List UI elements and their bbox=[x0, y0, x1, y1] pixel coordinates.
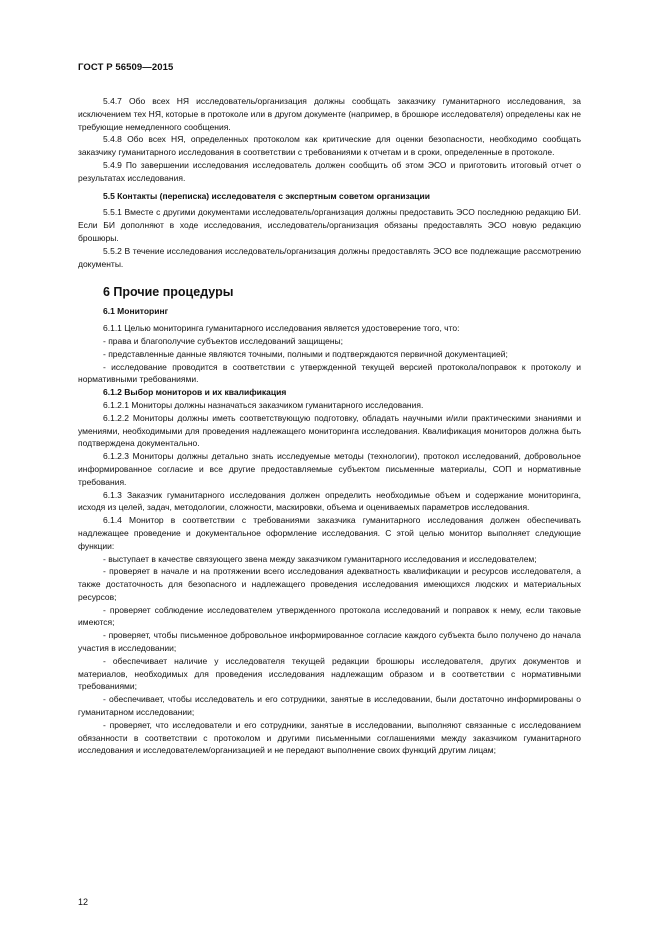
document-header: ГОСТ Р 56509—2015 bbox=[78, 62, 174, 73]
page-number: 12 bbox=[78, 897, 89, 907]
paragraph: 5.5.1 Вместе с другими документами исследователь/организация должны предоставить ЭСО последнюю редакцию БИ. Если БИ дополняют в ходе исследования, исследователь/организация обязаны предоставлять ЭСО новую редакцию брошюры. bbox=[78, 207, 581, 243]
paragraph: - проверяет, чтобы письменное добровольное информированное согласие каждого субъекта было получено до начала участия в исследовании; bbox=[78, 630, 581, 654]
paragraph: 6.1.2.3 Мониторы должны детально знать исследуемые методы (технологии), протокол исследований, добровольное информированное согласие и все другие предоставляемые субъектом письменные материалы, СОП и нормативные требования. bbox=[78, 451, 581, 487]
paragraph: - проверяет соблюдение исследователем утвержденного протокола исследований и поправок к нему, если таковые имеются; bbox=[78, 604, 581, 628]
subsection-heading: 6.1 Мониторинг bbox=[103, 306, 169, 317]
paragraph: - обеспечивает наличие у исследователя текущей редакции брошюры исследователя, других документов и материалов, необходимых для проведения исследования надлежащим образом и в соответствии с нормативными требованиями; bbox=[78, 655, 581, 692]
subsection-heading: 6.1.2 Выбор мониторов и их квалификация bbox=[103, 387, 287, 398]
paragraph: 5.5.2 В течение исследования исследователь/организация должны предоставлять ЭСО все подлежащие рассмотрению документы. bbox=[78, 245, 581, 269]
paragraph: 6.1.3 Заказчик гуманитарного исследования должен определить необходимые объем и содержание мониторинга, исходя из целей, задач, методологии, сложности, маскировки, объема и оцениваемых параметров исследования. bbox=[78, 489, 581, 513]
paragraph: 6.1.2.2 Мониторы должны иметь соответствующую подготовку, обладать научными и/или практическими знаниями и умениями, необходимыми для проведения надлежащего мониторинга исследования. Квалификация мониторов должна быть подтверждена документально. bbox=[78, 412, 581, 449]
paragraph: 6.1.2.1 Мониторы должны назначаться заказчиком гуманитарного исследования. bbox=[103, 399, 424, 410]
paragraph: 6.1.1 Целью мониторинга гуманитарного исследования является удостоверение того, что: bbox=[103, 323, 460, 334]
paragraph: 5.4.7 Обо всех НЯ исследователь/организация должны сообщать заказчику гуманитарного исследования, за исключением тех НЯ, которые в протоколе или в другом документе (например, в брошюре исследователя) определены как не требующие немедленного сообщения. bbox=[78, 96, 581, 132]
paragraph: - проверяет в начале и на протяжении всего исследования адекватность квалификации и ресурсов исследователя, а также достаточность для безопасного и надлежащего проведения исследования имеющихся людских и материальных ресурсов; bbox=[78, 566, 581, 602]
paragraph: 5.4.9 По завершении исследования исследователь должен сообщить об этом ЭСО и приготовить итоговый отчет о результатах исследования. bbox=[78, 159, 581, 183]
document-body bbox=[78, 95, 581, 757]
paragraph: - права и благополучие субъектов исследований защищены; bbox=[103, 335, 344, 346]
section-heading: 6 Прочие процедуры bbox=[103, 285, 234, 300]
paragraph: - обеспечивает, чтобы исследователь и его сотрудники, занятые в исследовании, были достаточно информированы о гуманитарном исследовании; bbox=[78, 694, 581, 718]
paragraph: 5.4.8 Обо всех НЯ, определенных протоколом как критические для оценки безопасности, необходимо сообщать заказчику гуманитарного исследования в соответствии с требованиями к отчетам и в сроки, определенные в протоколе. bbox=[78, 134, 581, 158]
paragraph: 6.1.4 Монитор в соответствии с требованиями заказчика гуманитарного исследования должен обеспечивать надлежащее проведение и документальное оформление исследования. С этой целью монитор выполняет следующие функции: bbox=[78, 515, 581, 551]
subsection-heading: 5.5 Контакты (переписка) исследователя с экспертным советом организации bbox=[103, 190, 430, 201]
paragraph: - выступает в качестве связующего звена между заказчиком гуманитарного исследования и исследователем; bbox=[103, 553, 537, 564]
paragraph: - исследование проводится в соответствии с утвержденной текущей версией протокола/поправок к протоколу и нормативными требованиями. bbox=[78, 361, 581, 385]
paragraph: - представленные данные являются точными, полными и подтверждаются первичной документацией; bbox=[103, 348, 508, 359]
paragraph: - проверяет, что исследователи и его сотрудники, занятые в исследовании, выполняют связанные с исследованием обязанности в соответствии с протоколом и другими письменными соглашениями между заказчиком гуманитарного исследования и исследователем/организацией и не передают выполнение своих функций другим лицам; bbox=[78, 719, 581, 756]
